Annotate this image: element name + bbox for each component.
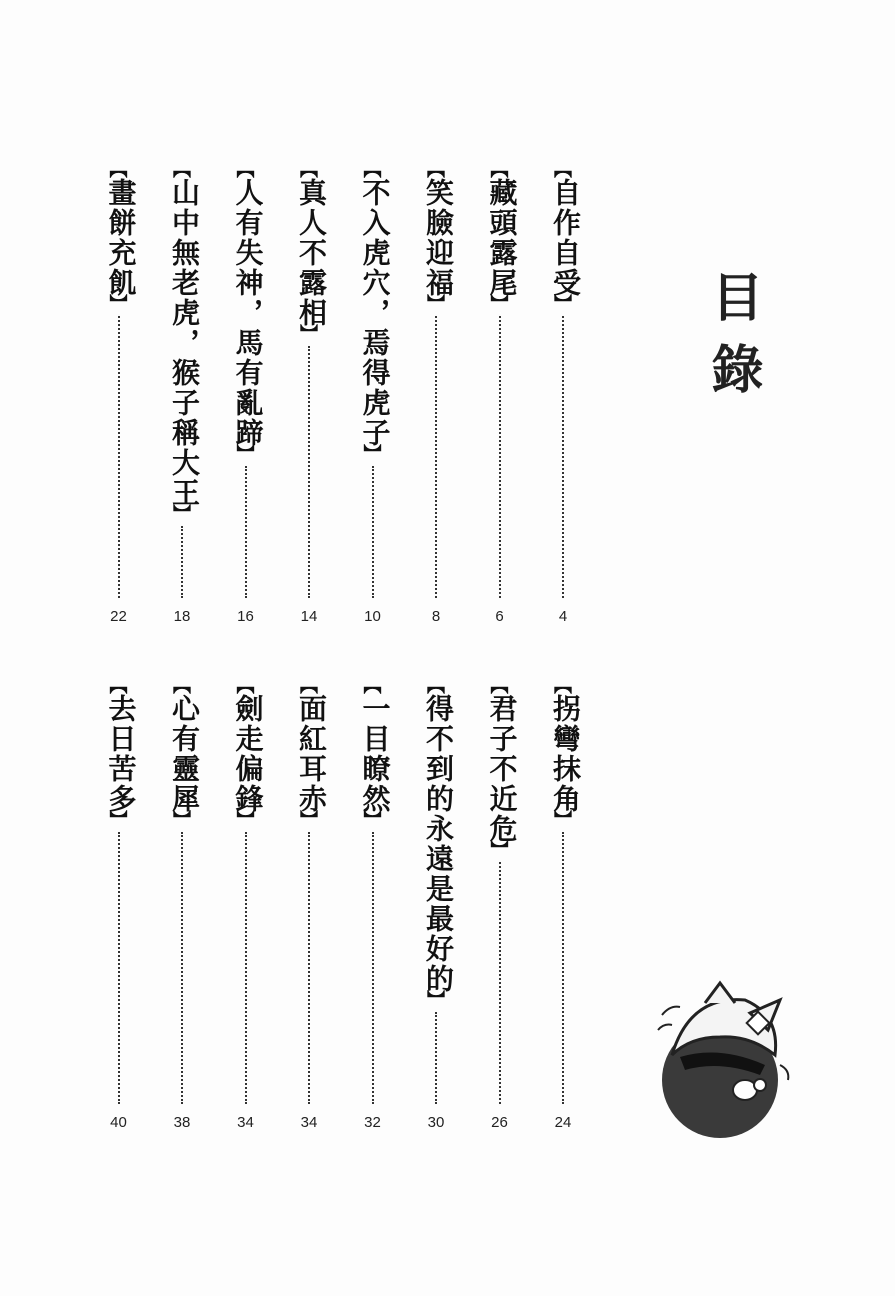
- close-bracket: ︼: [300, 810, 318, 831]
- close-bracket: ︼: [427, 294, 445, 315]
- toc-page-number: 14: [300, 608, 318, 625]
- toc-entry[interactable]: [287, 676, 331, 1131]
- toc-entry[interactable]: [224, 160, 268, 625]
- open-bracket: ︻: [236, 160, 255, 181]
- open-bracket: ︻: [173, 676, 191, 697]
- close-bracket: ︼: [363, 810, 382, 831]
- close-bracket: ︼: [236, 810, 255, 831]
- dotted-leader: [308, 832, 310, 1104]
- toc-entry-title: 面紅耳赤: [295, 694, 328, 814]
- toc-entry-title: 藏頭露尾: [485, 178, 519, 298]
- toc-entry[interactable]: [97, 676, 141, 1131]
- toc-page-number: 18: [173, 608, 191, 625]
- toc-entry[interactable]: [351, 160, 395, 625]
- dotted-leader: [499, 316, 501, 598]
- toc-page-number: 8: [431, 608, 441, 625]
- toc-entry-title: 心有靈犀: [168, 694, 201, 814]
- toc-entry-title: 一目瞭然: [358, 694, 392, 814]
- close-bracket: ︼: [363, 444, 382, 465]
- open-bracket: ︻: [236, 676, 255, 697]
- toc-entry[interactable]: [287, 160, 331, 625]
- toc-entry-title: 拐彎抹角: [549, 694, 582, 814]
- toc-entry[interactable]: [224, 676, 268, 1131]
- dotted-leader: [308, 346, 310, 598]
- open-bracket: ︻: [109, 160, 128, 181]
- toc-entry-title: 山中無老虎，猴子稱大王: [168, 178, 201, 508]
- toc-page-number: 6: [495, 608, 504, 625]
- dotted-leader: [435, 1012, 437, 1104]
- dotted-leader: [118, 832, 120, 1104]
- toc-entry-title: 得不到的永遠是最好的: [422, 694, 455, 994]
- close-bracket: ︼: [109, 810, 128, 831]
- close-bracket: ︼: [490, 840, 509, 861]
- close-bracket: ︼: [173, 810, 191, 831]
- open-bracket: ︻: [173, 160, 191, 181]
- open-bracket: ︻: [300, 160, 318, 181]
- dotted-leader: [118, 316, 120, 598]
- toc-entry-title: 不入虎穴，焉得虎子: [358, 178, 392, 448]
- open-bracket: ︻: [490, 676, 509, 697]
- dotted-leader: [245, 832, 247, 1104]
- dotted-leader: [435, 316, 437, 598]
- open-bracket: ︻: [427, 160, 445, 181]
- toc-title: 目錄: [702, 270, 763, 414]
- open-bracket: ︻: [490, 160, 509, 181]
- close-bracket: ︼: [236, 444, 255, 465]
- open-bracket: ︻: [109, 676, 128, 697]
- close-bracket: ︼: [554, 810, 572, 831]
- open-bracket: ︻: [427, 676, 445, 697]
- toc-page-number: 26: [491, 1114, 508, 1131]
- toc-page-number: 10: [364, 608, 381, 625]
- toc-entry[interactable]: [478, 160, 522, 625]
- toc-entry[interactable]: [478, 676, 522, 1131]
- toc-entry[interactable]: [351, 676, 395, 1131]
- toc-page-number: 32: [364, 1114, 381, 1131]
- toc-entry[interactable]: [414, 676, 458, 1131]
- toc-page-number: 34: [300, 1114, 318, 1131]
- toc-entry-title: 去日苦多: [104, 694, 138, 814]
- dotted-leader: [181, 526, 183, 598]
- close-bracket: ︼: [300, 324, 318, 345]
- close-bracket: ︼: [490, 294, 509, 315]
- dotted-leader: [562, 316, 564, 598]
- toc-entry[interactable]: [160, 160, 204, 625]
- toc-page-number: 22: [110, 608, 127, 625]
- toc-entry-title: 真人不露相: [295, 178, 328, 328]
- toc-page-number: 4: [558, 608, 568, 625]
- toc-entry-title: 笑臉迎福: [422, 178, 455, 298]
- toc-entry-title: 畫餅充飢: [104, 178, 138, 298]
- toc-page-number: 40: [110, 1114, 127, 1131]
- toc-entry-title: 人有失神，馬有亂蹄: [231, 178, 265, 448]
- dotted-leader: [245, 466, 247, 598]
- dotted-leader: [499, 862, 501, 1104]
- toc-entry-title: 劍走偏鋒: [231, 694, 265, 814]
- close-bracket: ︼: [109, 294, 128, 315]
- toc-page-number: 24: [554, 1114, 572, 1131]
- open-bracket: ︻: [554, 676, 572, 697]
- dotted-leader: [372, 466, 374, 598]
- dotted-leader: [181, 832, 183, 1104]
- toc-entry[interactable]: [541, 160, 585, 625]
- dotted-leader: [372, 832, 374, 1104]
- close-bracket: ︼: [173, 504, 191, 525]
- close-bracket: ︼: [554, 294, 572, 315]
- open-bracket: ︻: [363, 676, 382, 697]
- toc-page-number: 30: [427, 1114, 445, 1131]
- toc-page-number: 38: [173, 1114, 191, 1131]
- toc-entry[interactable]: [414, 160, 458, 625]
- toc-entry[interactable]: [541, 676, 585, 1131]
- toc-entry[interactable]: [160, 676, 204, 1131]
- toc-entry-title: 自作自受: [549, 178, 582, 298]
- close-bracket: ︼: [427, 990, 445, 1011]
- open-bracket: ︻: [554, 160, 572, 181]
- toc-page-number: 16: [237, 608, 254, 625]
- mascot-illustration: [650, 975, 800, 1145]
- open-bracket: ︻: [300, 676, 318, 697]
- toc-entry[interactable]: [97, 160, 141, 625]
- dotted-leader: [562, 832, 564, 1104]
- toc-page-number: 34: [237, 1114, 254, 1131]
- open-bracket: ︻: [363, 160, 382, 181]
- toc-entry-title: 君子不近危: [485, 694, 519, 844]
